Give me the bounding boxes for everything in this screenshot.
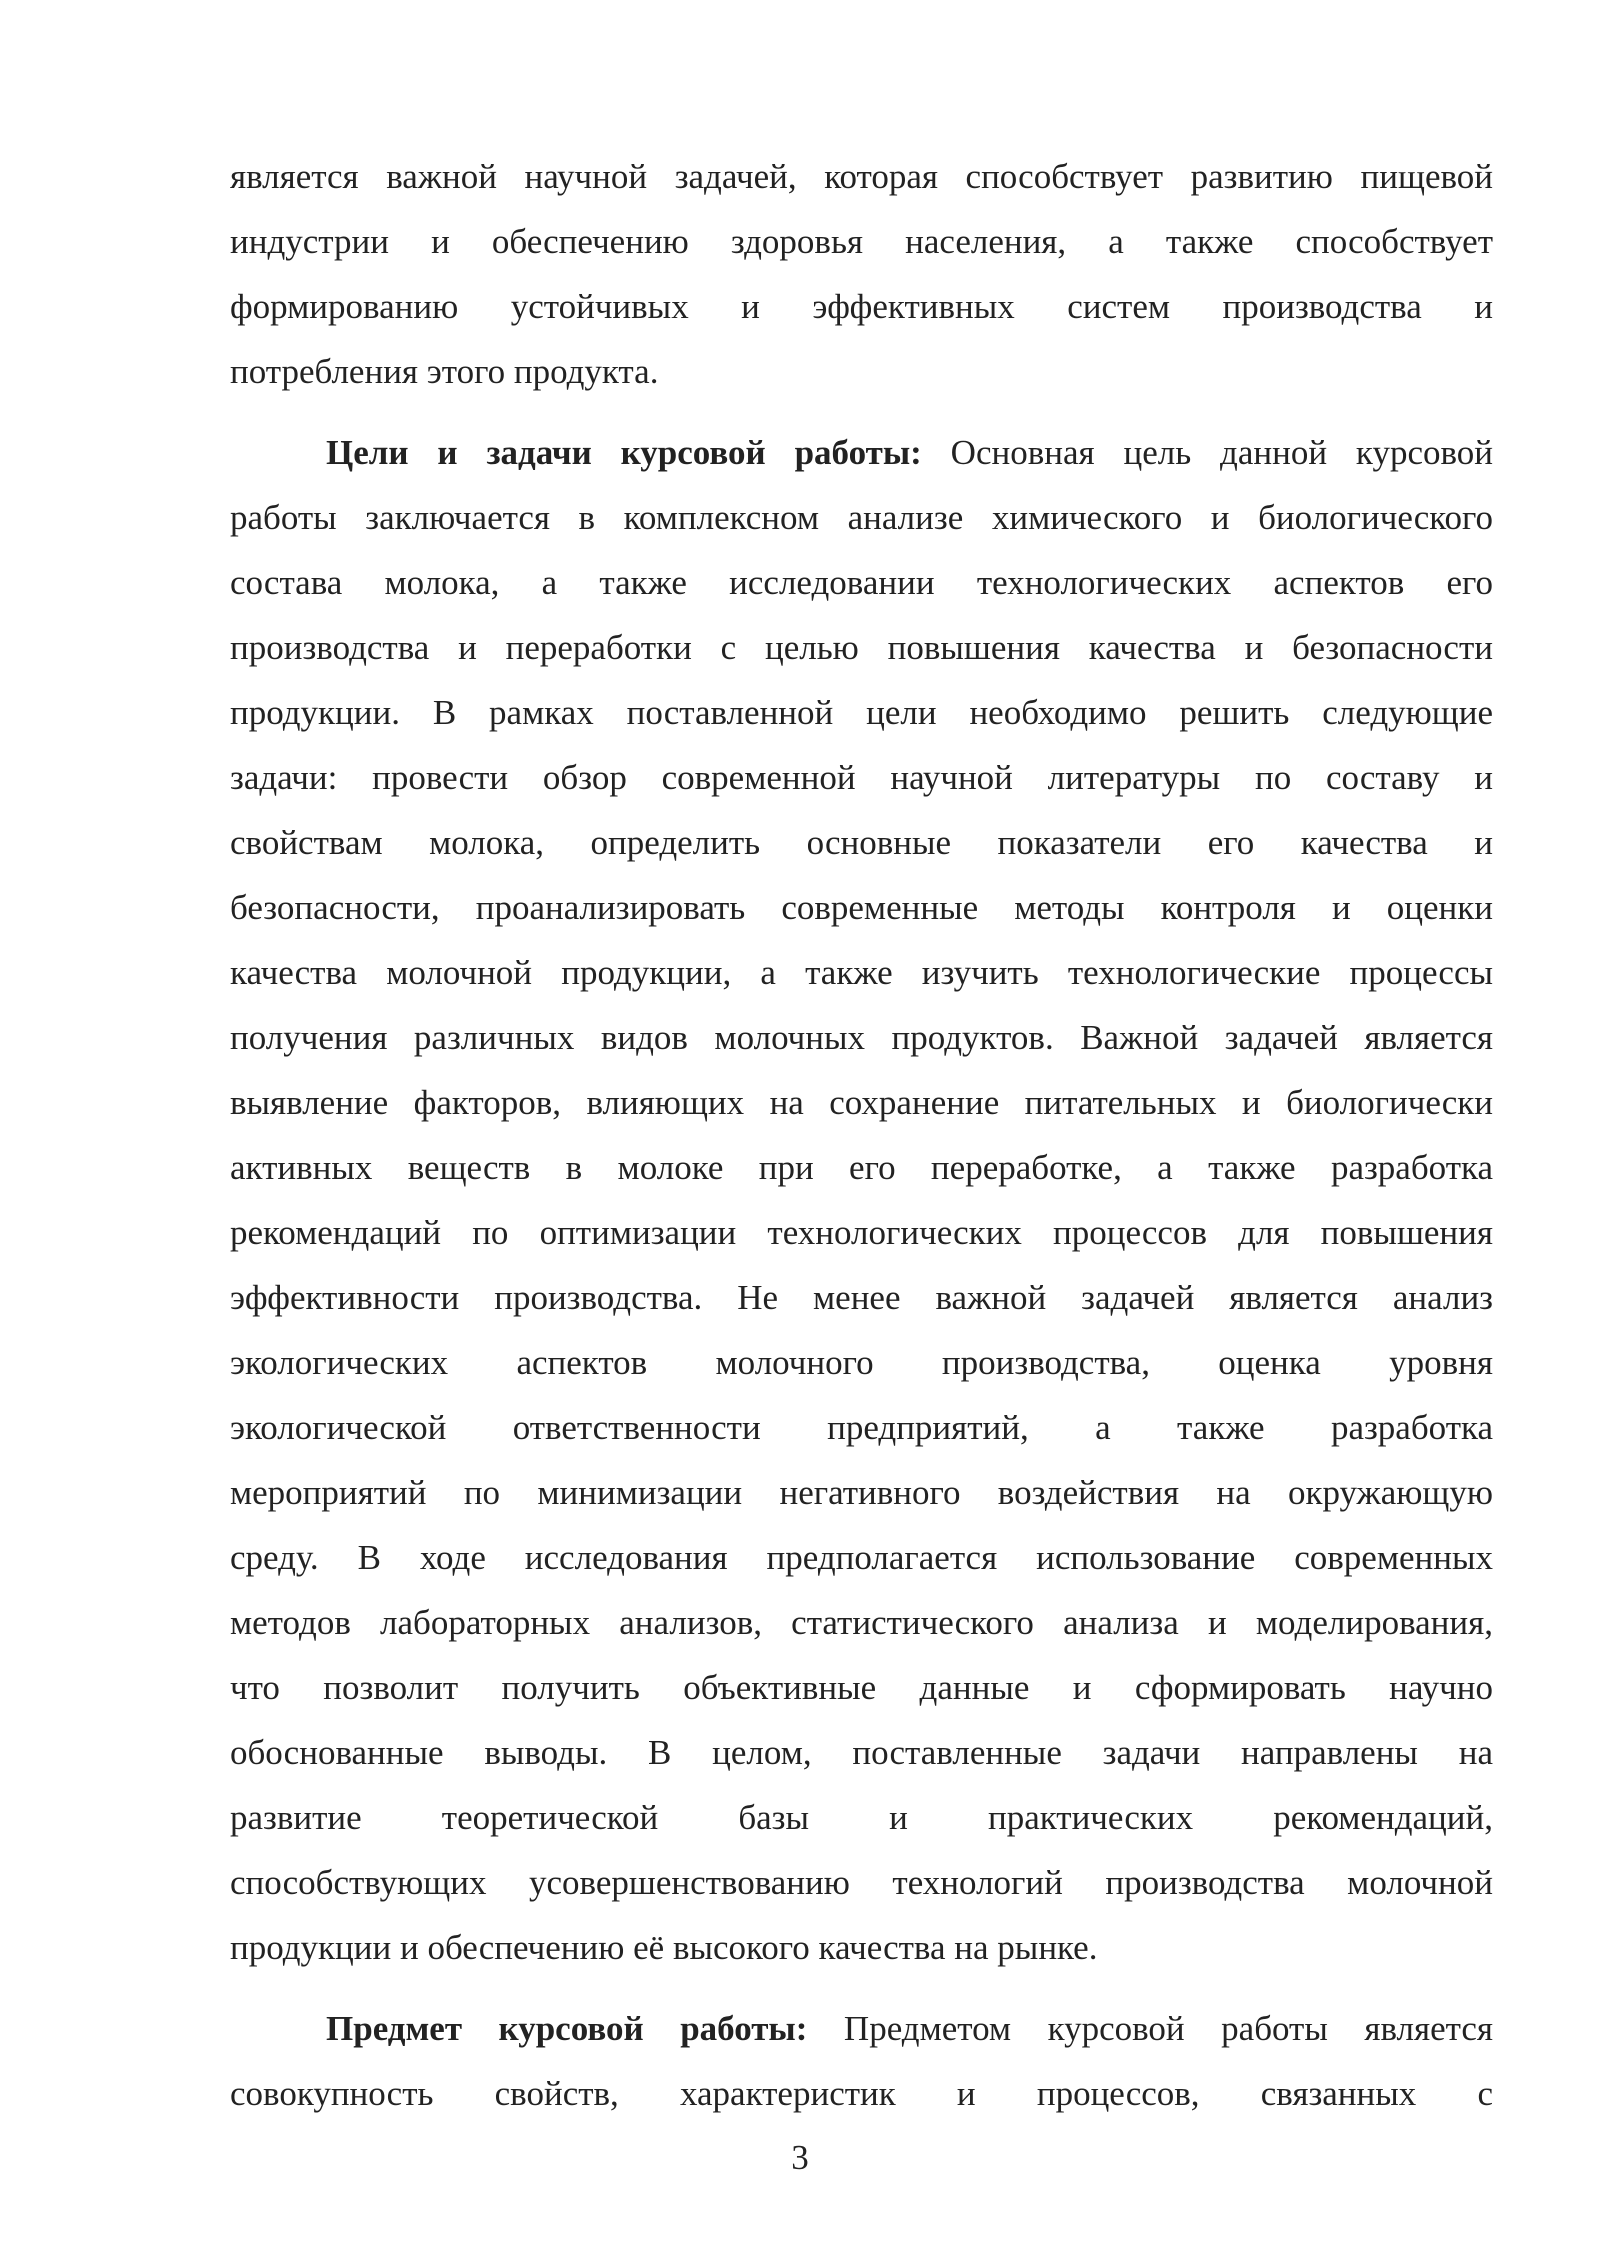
paragraph-2-line: способствующих усовершенствованию технологий производства молочной <box>230 1863 1493 1902</box>
paragraph-2-line: методов лабораторных анализов, статистического анализа и моделирования, <box>230 1603 1493 1642</box>
paragraph-2-line: состава молока, а также исследовании технологических аспектов его <box>230 563 1493 602</box>
paragraph-1-line-1: является важной научной задачей, которая способствует развитию пищевой <box>230 157 1493 196</box>
paragraph-2-line: производства и переработки с целью повышения качества и безопасности <box>230 628 1493 667</box>
paragraph-2-line: продукции и обеспечению её высокого качества на рынке. <box>230 1928 1098 1967</box>
page-number: 3 <box>791 2138 809 2177</box>
paragraph-2-first-line <box>326 430 1493 475</box>
paragraph-2-line: экологических аспектов молочного производства, оценка уровня <box>230 1343 1493 1382</box>
paragraph-2-line: работы заключается в комплексном анализе химического и биологического <box>230 498 1493 537</box>
paragraph-2-line: активных веществ в молоке при его переработке, а также разработка <box>230 1148 1493 1187</box>
paragraph-3-line: совокупность свойств, характеристик и процессов, связанных с <box>230 2074 1493 2113</box>
paragraph-2-line: среду. В ходе исследования предполагается использование современных <box>230 1538 1493 1577</box>
paragraph-2-first-line-text: Основная цель данной курсовой <box>921 433 1493 472</box>
paragraph-2-line: развитие теоретической базы и практических рекомендаций, <box>230 1798 1493 1837</box>
paragraph-2-line: рекомендаций по оптимизации технологических процессов для повышения <box>230 1213 1493 1252</box>
paragraph-2-line: мероприятий по минимизации негативного воздействия на окружающую <box>230 1473 1493 1512</box>
paragraph-2-line: продукции. В рамках поставленной цели необходимо решить следующие <box>230 693 1493 732</box>
paragraph-2-line: свойствам молока, определить основные показатели его качества и <box>230 823 1493 862</box>
paragraph-2-line: экологической ответственности предприятий, а также разработка <box>230 1408 1493 1447</box>
paragraph-2-line: получения различных видов молочных продуктов. Важной задачей является <box>230 1018 1493 1057</box>
paragraph-2-line: эффективности производства. Не менее важной задачей является анализ <box>230 1278 1493 1317</box>
paragraph-1-line-3: формированию устойчивых и эффективных систем производства и <box>230 287 1493 326</box>
paragraph-2-line: безопасности, проанализировать современные методы контроля и оценки <box>230 888 1493 927</box>
paragraph-1-line-2: индустрии и обеспечению здоровья населения, а также способствует <box>230 222 1493 261</box>
paragraph-3-first-line <box>326 2006 1493 2051</box>
section-heading-goals: Цели и задачи курсовой работы: <box>326 433 922 472</box>
paragraph-2-line: выявление факторов, влияющих на сохранение питательных и биологически <box>230 1083 1493 1122</box>
paragraph-2-line: задачи: провести обзор современной научной литературы по составу и <box>230 758 1493 797</box>
paragraph-1-line-4: потребления этого продукта. <box>230 352 659 391</box>
paragraph-2-line: что позволит получить объективные данные и сформировать научно <box>230 1668 1493 1707</box>
paragraph-2-line: качества молочной продукции, а также изучить технологические процессы <box>230 953 1493 992</box>
paragraph-2-line: обоснованные выводы. В целом, поставленные задачи направлены на <box>230 1733 1493 1772</box>
paragraph-3-first-line-text: Предметом курсовой работы является <box>807 2009 1493 2048</box>
section-heading-subject: Предмет курсовой работы: <box>326 2009 808 2048</box>
